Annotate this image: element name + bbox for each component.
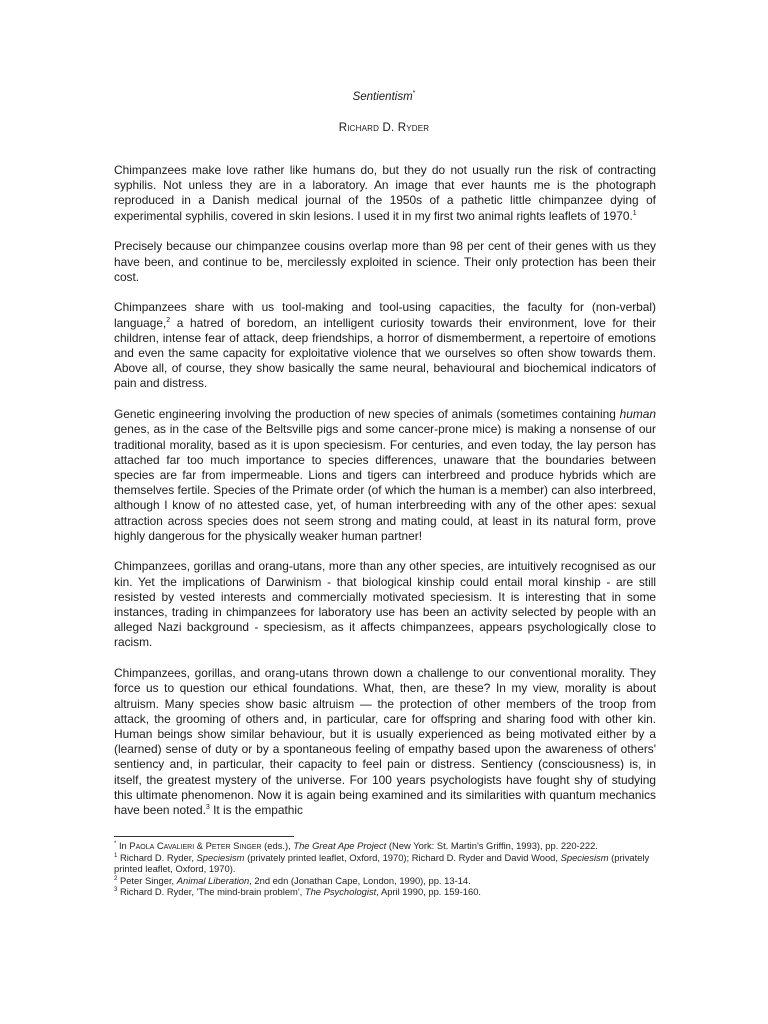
footnote-text: (privately printed leaflet, Oxford, 1970).: [114, 851, 650, 874]
footnote-mark: 1: [114, 852, 118, 859]
footnote-mark: 3: [114, 886, 118, 893]
footnote-mark: *: [114, 840, 117, 847]
paragraph-2: Precisely because our chimpanzee cousins overlap more than 98 per cent of their genes with us they have been, and continue to be, mercilessly exploited in science. Their only protection has been their cost.: [114, 239, 656, 284]
book-title: Speciesism: [196, 851, 245, 863]
footnote-ref-2: 2: [166, 316, 171, 324]
footnotes: [114, 840, 656, 898]
footnote-divider: [114, 836, 294, 837]
paragraph-4: [114, 407, 656, 544]
footnote-ref-1: 1: [632, 209, 637, 217]
editor-name: Peter Singer: [205, 840, 262, 851]
footnote-text: (privately printed leaflet, Oxford, 1970); Richard D. Ryder and David Wood,: [244, 851, 561, 863]
footnote-ref-3: 3: [205, 804, 210, 812]
footnote-text: , April 1990, pp. 159-160.: [376, 886, 482, 897]
footnote-text: Peter Singer,: [117, 874, 177, 886]
title-footnote-mark: *: [412, 90, 416, 97]
paragraph-text: Chimpanzees share with us tool-making and tool-using capacities, the faculty for (non-verbal) language,: [114, 300, 656, 330]
book-title: The Great Ape Project: [293, 840, 387, 851]
paragraph-text: a hatred of boredom, an intelligent curiosity towards their environment, love for their children, intense fear of attack, deep friendships, a horror of dismemberment, a repertoire of emotions and even the same capacity for exploitative violence that we ourselves so often show towards them. Above all, of course, they show basically the same neural, behavioural and biochemical indicators of pain and distress.: [114, 315, 656, 391]
article-body: [114, 163, 656, 834]
paragraph-6: [114, 666, 656, 818]
footnote-text: Richard D. Ryder, 'The mind-brain problem',: [117, 886, 305, 897]
paragraph-3: [114, 300, 656, 391]
footnote-mark: 2: [114, 875, 118, 882]
footnote-text: (eds.),: [261, 840, 294, 851]
journal-title: The Psychologist: [304, 886, 377, 897]
footnote-text: &: [194, 840, 206, 851]
footnote-1: [114, 852, 656, 875]
footnote-2: [114, 875, 656, 887]
paragraph-text: Genetic engineering involving the production of new species of animals (sometimes containing: [114, 407, 620, 422]
paragraph-text: Chimpanzees, gorillas, and orang-utans thrown down a challenge to our conventional morality. They force us to question our ethical foundations. What, then, are these? In my view, morality is about altruism. Many species show basic altruism — the protection of other members of the troop from attack, the grooming of others and, in particular, care for offspring and sharing food with other kin. Human beings show similar behaviour, but it is usually experienced as being motivated either by a (learned) sense of duty or by a spontaneous feeling of empathy based upon the awareness of others' sentiency and, in particular, their capacity to feel pain or distress. Sentiency (consciousness) is, in itself, the greatest mystery of the universe. For 100 years psychologists have fought shy of studying this ultimate phenomenon. Now it is again being examined and its similarities with quantum mechanics have been noted.: [114, 666, 656, 818]
paragraph-1: [114, 163, 656, 224]
emphasis-text: human: [619, 407, 656, 422]
paragraph-text: Chimpanzees make love rather like humans do, but they do not usually run the risk of contracting syphilis. Not unless they are in a laboratory. An image that ever haunts me is the photograph reproduced in a Danish medical journal of the 1950s of a pathetic little chimpanzee dying of experimental syphilis, covered in skin lesions. I used it in my first two animal rights leaflets of 1970.: [114, 163, 656, 223]
footnote-3: [114, 886, 656, 898]
footnote-text: In: [116, 840, 130, 851]
paragraph-text: It is the empathic: [209, 803, 303, 818]
title-text: Sentientism: [352, 90, 413, 103]
book-title: Animal Liberation: [176, 874, 250, 886]
paragraph-5: Chimpanzees, gorillas and orang-utans, more than any other species, are intuitively recognised as our kin. Yet the implications of Darwinism - that biological kinship could entail moral kinship - are still resisted by vested interests and commercially motivated speciesism. It is interesting that in some instances, trading in chimpanzees for laboratory use has been an activity selected by people with an alleged Nazi background - speciesism, as it affects chimpanzees, appears psychologically close to racism.: [114, 559, 656, 650]
document-title: [0, 90, 768, 103]
footnote-text: , 2nd edn (Jonathan Cape, London, 1990), pp. 13-14.: [249, 874, 471, 886]
paragraph-text: genes, as in the case of the Beltsville pigs and some cancer-prone mice) is making a nonsense of our traditional morality, based as it is upon speciesism. For centuries, and even today, the lay person has attached far too much importance to species differences, unaware that the boundaries between species are far from impermeable. Lions and tigers can interbreed and produce hybrids which are themselves fertile. Species of the Primate order (of which the human is a member) can also interbreed, although I know of no attested case, yet, of human interbreeding with any of the other apes: sexual attraction across species does not seem strong and mating could, at least in its natural form, prove highly dangerous for the physically weaker human partner!: [114, 422, 656, 543]
author-name: Richard D. Ryder: [338, 122, 430, 134]
book-title: Speciesism: [560, 851, 609, 863]
footnote-text: (New York: St. Martin's Griffin, 1993), pp. 220-222.: [386, 840, 598, 851]
footnote-text: Richard D. Ryder,: [117, 851, 197, 863]
footnote-star: [114, 840, 656, 852]
editor-name: Paola Cavalieri: [129, 840, 195, 851]
